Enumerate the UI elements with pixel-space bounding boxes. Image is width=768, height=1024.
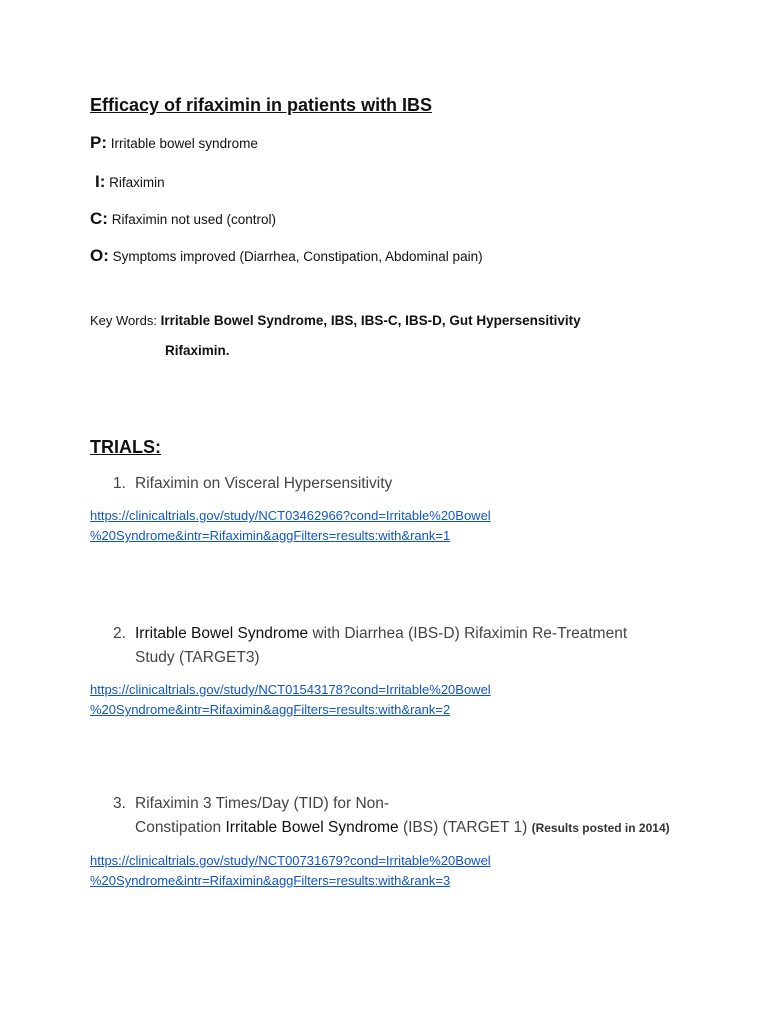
pico-key: C: [90, 209, 108, 228]
trial-title-emphasis: Irritable Bowel Syndrome [225, 819, 399, 836]
document-title: Efficacy of rifaximin in patients with IBS [90, 95, 433, 115]
trial-link-line[interactable]: https://clinicaltrials.gov/study/NCT01543178?cond=Irritable%20Bowel [90, 682, 491, 697]
trial-link[interactable] [90, 680, 491, 720]
trial-link-line[interactable]: %20Syndrome&intr=Rifaximin&aggFilters=results:with&rank=2 [90, 702, 451, 717]
trial-title [135, 622, 695, 670]
pico-comparison [90, 209, 276, 229]
trial-title-text: Constipation [135, 819, 226, 836]
trial-title-text: Study (TARGET3) [135, 649, 260, 666]
trials-heading: TRIALS: [90, 437, 161, 457]
trial-number: 3. [113, 795, 126, 812]
keywords-label: Key Words: [90, 313, 157, 328]
trial-title [135, 792, 695, 840]
pico-value: Irritable bowel syndrome [110, 136, 258, 151]
pico-intervention [95, 172, 165, 192]
pico-population [90, 133, 258, 153]
pico-key: I: [95, 172, 106, 191]
keywords-list: Irritable Bowel Syndrome, IBS, IBS-C, IBS-D, Gut Hypersensitivity [160, 313, 581, 328]
pico-value: Rifaximin [109, 175, 165, 190]
trial-title-text: Rifaximin 3 Times/Day (TID) for Non- [135, 795, 390, 812]
trial-link-line[interactable]: https://clinicaltrials.gov/study/NCT00731679?cond=Irritable%20Bowel [90, 853, 491, 868]
trial-number: 2. [113, 625, 126, 642]
pico-outcome [90, 246, 483, 266]
keywords-line [90, 313, 581, 328]
trial-link-line[interactable]: %20Syndrome&intr=Rifaximin&aggFilters=results:with&rank=3 [90, 873, 451, 888]
results-note: (Results posted in 2014) [531, 821, 670, 835]
trial-title-text: (IBS) (TARGET 1) [398, 819, 532, 836]
trial-link-line[interactable]: %20Syndrome&intr=Rifaximin&aggFilters=results:with&rank=1 [90, 528, 451, 543]
pico-value: Symptoms improved (Diarrhea, Constipation, Abdominal pain) [112, 249, 483, 264]
trial-number: 1. [113, 475, 126, 492]
trial-title-emphasis: Irritable Bowel Syndrome [135, 625, 309, 642]
trial-title-text: Rifaximin on Visceral Hypersensitivity [135, 475, 393, 492]
trial-link[interactable] [90, 851, 491, 891]
trial-link[interactable] [90, 506, 491, 546]
keywords-continued: Rifaximin. [165, 343, 230, 358]
pico-key: P: [90, 133, 107, 152]
trial-link-line[interactable]: https://clinicaltrials.gov/study/NCT03462966?cond=Irritable%20Bowel [90, 508, 491, 523]
pico-value: Rifaximin not used (control) [111, 212, 277, 227]
trial-title [135, 472, 695, 496]
pico-key: O: [90, 246, 109, 265]
trial-title-text: with Diarrhea (IBS-D) Rifaximin Re-Treatment [308, 625, 628, 642]
